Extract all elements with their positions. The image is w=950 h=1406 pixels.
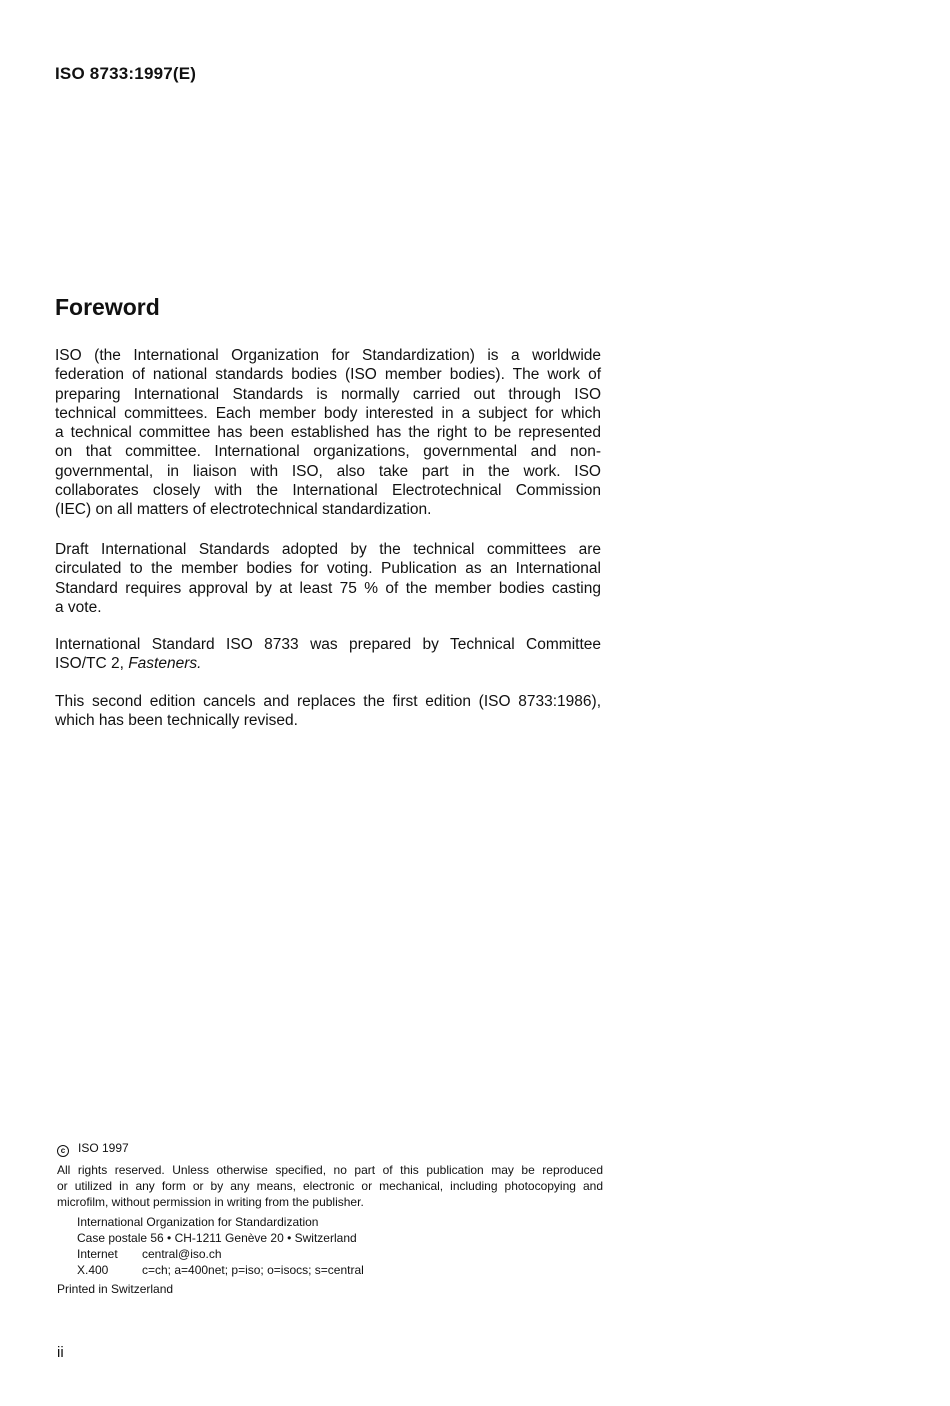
foreword-paragraph-1 [55,346,601,520]
x400-row [77,1262,364,1278]
document-id: ISO 8733:1997(E) [55,64,197,83]
rights-line: microfilm, without permission in writing from the publisher. [57,1195,364,1209]
paragraph-line: federation of national standards bodies (ISO member bodies). The work of [55,366,601,384]
page-number: ii [57,1344,64,1361]
paragraph-line: circulated to the member bodies for voting. Publication as an International [55,560,601,578]
paragraph-line: collaborates closely with the International Electrotechnical Commission [55,482,601,500]
x400-label: X.400 [77,1263,109,1277]
paragraph-line [55,654,601,673]
committee-title: Fasteners. [128,655,202,673]
rights-line: or utilized in any form or by any means, electronic or mechanical, including photocopying and [57,1179,603,1193]
internet-row [77,1246,364,1262]
paragraph-line: which has been technically revised. [55,712,298,730]
org-name: International Organization for Standardization [77,1215,319,1229]
paragraph-line: Draft International Standards adopted by the technical committees are [55,541,601,558]
copyright-text: ISO 1997 [78,1141,129,1155]
internet-label: Internet [77,1247,118,1261]
paragraph-line: ISO (the International Organization for Standardization) is a worldwide [55,347,601,364]
paragraph-line: technical committees. Each member body interested in a subject for which [55,404,601,422]
printed-in: Printed in Switzerland [57,1282,174,1296]
foreword-paragraph-4 [55,692,601,731]
committee-reference: ISO/TC 2, [55,655,129,673]
rights-line: All rights reserved. Unless otherwise specified, no part of this publication may be reproduced [57,1163,603,1177]
paragraph-line: a vote. [55,598,102,616]
foreword-paragraph-3 [55,635,601,674]
paragraph-line: preparing International Standards is normally carried out through ISO [55,385,601,403]
copyright-notice [57,1141,129,1157]
paragraph-line: a technical committee has been established has the right to be represented [55,424,601,442]
paragraph-line: Standard requires approval by at least 75 % of the member bodies casting [55,579,601,597]
rights-statement [57,1162,603,1210]
foreword-heading: Foreword [55,294,160,320]
x400-value: c=ch; a=400net; p=iso; o=isocs; s=central [142,1263,364,1277]
paragraph-line: on that committee. International organizations, governmental and non- [55,443,601,461]
paragraph-line: International Standard ISO 8733 was prepared by Technical Committee [55,636,601,653]
paragraph-line: (IEC) on all matters of electrotechnical standardization. [55,501,432,519]
paragraph-line: governmental, in liaison with ISO, also take part in the work. ISO [55,462,601,480]
postal-address: Case postale 56 • CH-1211 Genève 20 • Switzerland [77,1231,357,1245]
publisher-address [77,1214,364,1278]
foreword-paragraph-2 [55,540,601,617]
internet-value: central@iso.ch [142,1247,222,1261]
paragraph-line: This second edition cancels and replaces the first edition (ISO 8733:1986), [55,693,601,710]
copyright-icon: c [57,1145,69,1157]
